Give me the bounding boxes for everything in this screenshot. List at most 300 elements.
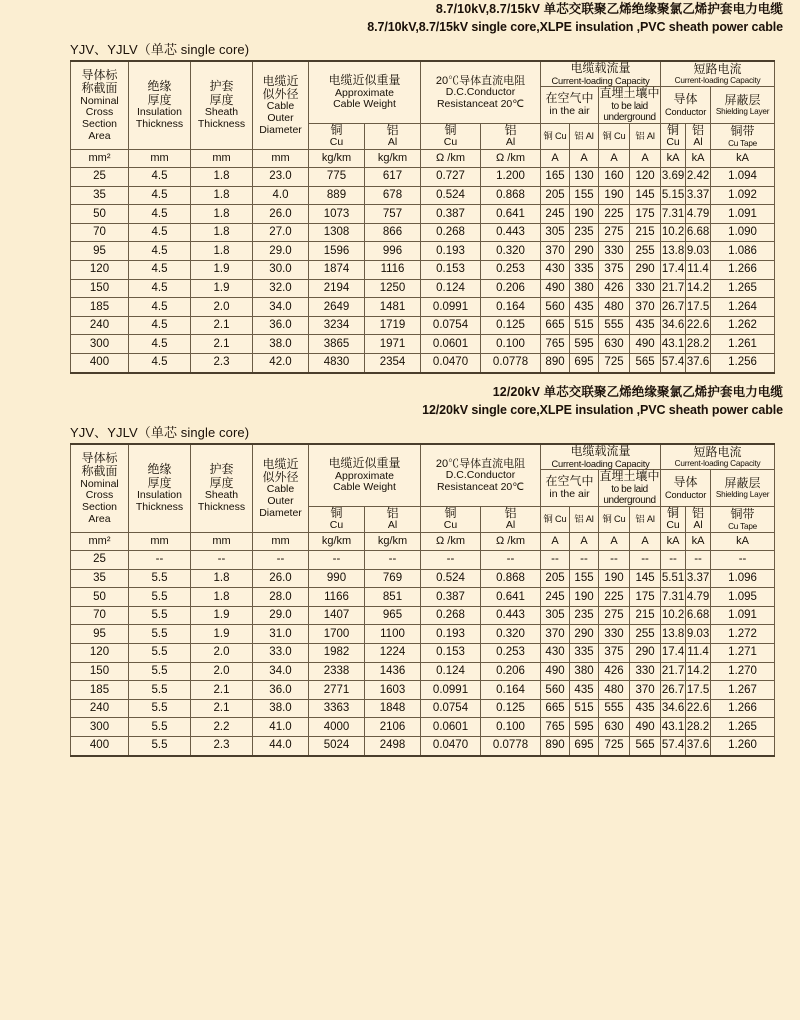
th-in-the-air: 在空气中 in the air — [541, 470, 599, 507]
table-row — [71, 662, 775, 681]
cell-r8-c1: 5.5 — [129, 699, 191, 718]
th-sc-al: 铝 Al — [686, 506, 711, 532]
cell-r1-c4: 889 — [309, 186, 365, 205]
cell-r5-c14: 1.266 — [711, 261, 775, 280]
cell-r2-c2: 1.8 — [191, 588, 253, 607]
cell-r2-c11: 175 — [630, 205, 661, 224]
th-short-circuit-current: 短路电流 Current-loading Capacity — [661, 444, 775, 469]
header-row-group-1 — [71, 61, 775, 86]
cell-r3-c3: 29.0 — [253, 606, 309, 625]
cell-r10-c9: 695 — [570, 354, 599, 373]
cell-r0-c14: -- — [711, 551, 775, 570]
cell-r4-c13: 9.03 — [686, 242, 711, 261]
cell-r2-c6: 0.387 — [421, 205, 481, 224]
cell-r0-c11: -- — [630, 551, 661, 570]
cell-r10-c1: 4.5 — [129, 354, 191, 373]
cell-r1-c9: 155 — [570, 186, 599, 205]
cell-r0-c0: 25 — [71, 551, 129, 570]
cell-r3-c7: 0.443 — [481, 606, 541, 625]
cell-r2-c2: 1.8 — [191, 205, 253, 224]
cell-r6-c5: 1436 — [365, 662, 421, 681]
cell-r8-c8: 665 — [541, 699, 570, 718]
cell-r6-c2: 1.9 — [191, 279, 253, 298]
unit-ug-al: A — [630, 533, 661, 551]
cell-r10-c0: 400 — [71, 737, 129, 756]
th-current-loading-capacity: 电缆载流量 Current-loading Capacity — [541, 444, 661, 469]
cell-r9-c4: 3865 — [309, 335, 365, 354]
cell-r0-c12: -- — [661, 551, 686, 570]
cell-r0-c14: 1.094 — [711, 168, 775, 187]
cell-r6-c4: 2338 — [309, 662, 365, 681]
cell-r10-c0: 400 — [71, 354, 129, 373]
cell-r4-c12: 13.8 — [661, 242, 686, 261]
th-sc-shielding-layer: 屏蔽层 Shielding Layer — [711, 87, 775, 124]
cell-r8-c3: 38.0 — [253, 699, 309, 718]
cell-r7-c1: 4.5 — [129, 298, 191, 317]
cell-r9-c7: 0.100 — [481, 718, 541, 737]
cell-r0-c4: -- — [309, 551, 365, 570]
cell-r3-c14: 1.091 — [711, 606, 775, 625]
cell-r8-c0: 240 — [71, 699, 129, 718]
block-1-titles — [0, 0, 800, 36]
cell-r7-c5: 1481 — [365, 298, 421, 317]
cell-r3-c1: 4.5 — [129, 223, 191, 242]
cell-r10-c10: 725 — [599, 354, 630, 373]
cell-r1-c1: 4.5 — [129, 186, 191, 205]
cell-r0-c10: 160 — [599, 168, 630, 187]
table-row — [71, 261, 775, 280]
cell-r3-c11: 215 — [630, 223, 661, 242]
cell-r7-c6: 0.0991 — [421, 298, 481, 317]
cell-r2-c12: 7.31 — [661, 205, 686, 224]
cell-r6-c9: 380 — [570, 279, 599, 298]
table-1-units-row — [71, 150, 775, 168]
unit-weight-al: kg/km — [365, 150, 421, 168]
unit-res-al: Ω /km — [481, 150, 541, 168]
cell-r10-c10: 725 — [599, 737, 630, 756]
cell-r7-c3: 34.0 — [253, 298, 309, 317]
cell-r6-c14: 1.270 — [711, 662, 775, 681]
cell-r3-c8: 305 — [541, 223, 570, 242]
table-row — [71, 718, 775, 737]
cell-r8-c11: 435 — [630, 316, 661, 335]
cell-r7-c5: 1603 — [365, 681, 421, 700]
cell-r9-c3: 41.0 — [253, 718, 309, 737]
cell-r3-c6: 0.268 — [421, 223, 481, 242]
cell-r5-c3: 33.0 — [253, 644, 309, 663]
cell-r10-c8: 890 — [541, 737, 570, 756]
cell-r9-c13: 28.2 — [686, 335, 711, 354]
cell-r0-c8: -- — [541, 551, 570, 570]
cell-r10-c12: 57.4 — [661, 737, 686, 756]
cell-r2-c14: 1.091 — [711, 205, 775, 224]
cell-r8-c2: 2.1 — [191, 316, 253, 335]
cell-r5-c9: 335 — [570, 261, 599, 280]
cell-r3-c9: 235 — [570, 223, 599, 242]
header-row-group-1 — [71, 444, 775, 469]
table-1-header — [71, 61, 775, 167]
cell-r9-c12: 43.1 — [661, 335, 686, 354]
cell-r5-c5: 1224 — [365, 644, 421, 663]
cell-r2-c13: 4.79 — [686, 588, 711, 607]
cell-r8-c7: 0.125 — [481, 699, 541, 718]
cell-r9-c10: 630 — [599, 718, 630, 737]
cell-r8-c6: 0.0754 — [421, 699, 481, 718]
cell-r2-c7: 0.641 — [481, 205, 541, 224]
cell-r9-c1: 4.5 — [129, 335, 191, 354]
cell-r0-c2: -- — [191, 551, 253, 570]
cell-r9-c9: 595 — [570, 335, 599, 354]
cell-r6-c1: 5.5 — [129, 662, 191, 681]
cell-r9-c5: 1971 — [365, 335, 421, 354]
cell-r1-c14: 1.096 — [711, 569, 775, 588]
unit-weight-al: kg/km — [365, 533, 421, 551]
cell-r4-c6: 0.193 — [421, 242, 481, 261]
cell-r7-c4: 2649 — [309, 298, 365, 317]
table-row — [71, 625, 775, 644]
th-sheath-thickness: 护套 厚度 Sheath Thickness — [191, 61, 253, 149]
cell-r3-c4: 1407 — [309, 606, 365, 625]
cell-r7-c9: 435 — [570, 298, 599, 317]
th-dc-conductor-resistance: 20℃导体直流电阻 D.C.Conductor Resistanceat 20℃ — [421, 61, 541, 123]
cell-r10-c4: 4830 — [309, 354, 365, 373]
unit-ug-cu: A — [599, 150, 630, 168]
cell-r5-c8: 430 — [541, 261, 570, 280]
unit-area: mm² — [71, 150, 129, 168]
cell-r8-c13: 22.6 — [686, 316, 711, 335]
table-row — [71, 737, 775, 756]
cell-r4-c7: 0.320 — [481, 242, 541, 261]
cell-r7-c0: 185 — [71, 298, 129, 317]
th-cable-outer-diameter: 电缆近 似外径 Cable Outer Diameter — [253, 444, 309, 532]
th-sc-cu: 铜 Cu — [661, 506, 686, 532]
cell-r2-c14: 1.095 — [711, 588, 775, 607]
cell-r8-c5: 1848 — [365, 699, 421, 718]
cell-r1-c2: 1.8 — [191, 186, 253, 205]
unit-diameter: mm — [253, 533, 309, 551]
cell-r4-c0: 95 — [71, 242, 129, 261]
th-sc-shielding-layer: 屏蔽层 Shielding Layer — [711, 470, 775, 507]
cell-r9-c10: 630 — [599, 335, 630, 354]
unit-sc-al: kA — [686, 150, 711, 168]
unit-diameter: mm — [253, 150, 309, 168]
cell-r5-c14: 1.271 — [711, 644, 775, 663]
cell-r6-c6: 0.124 — [421, 279, 481, 298]
cell-r0-c1: -- — [129, 551, 191, 570]
cell-r5-c3: 30.0 — [253, 261, 309, 280]
cell-r9-c0: 300 — [71, 718, 129, 737]
cell-r6-c1: 4.5 — [129, 279, 191, 298]
cell-r5-c1: 4.5 — [129, 261, 191, 280]
cell-r8-c4: 3363 — [309, 699, 365, 718]
unit-res-al: Ω /km — [481, 533, 541, 551]
cell-r5-c13: 11.4 — [686, 261, 711, 280]
cell-r0-c6: -- — [421, 551, 481, 570]
cell-r0-c0: 25 — [71, 168, 129, 187]
cell-r6-c2: 2.0 — [191, 662, 253, 681]
cell-r1-c5: 769 — [365, 569, 421, 588]
cell-r5-c9: 335 — [570, 644, 599, 663]
unit-air-al: A — [570, 533, 599, 551]
cell-r10-c7: 0.0778 — [481, 354, 541, 373]
cell-r2-c13: 4.79 — [686, 205, 711, 224]
table-row — [71, 279, 775, 298]
cell-r5-c0: 120 — [71, 644, 129, 663]
cell-r5-c4: 1874 — [309, 261, 365, 280]
th-weight-al: 铝 Al — [365, 506, 421, 532]
cell-r7-c1: 5.5 — [129, 681, 191, 700]
table-row — [71, 186, 775, 205]
cell-r1-c7: 0.868 — [481, 569, 541, 588]
cell-r8-c2: 2.1 — [191, 699, 253, 718]
cell-r1-c12: 5.51 — [661, 569, 686, 588]
cell-r2-c3: 26.0 — [253, 205, 309, 224]
th-weight-cu: 铜 Cu — [309, 123, 365, 149]
cell-r5-c10: 375 — [599, 261, 630, 280]
cell-r7-c11: 370 — [630, 298, 661, 317]
cell-r4-c8: 370 — [541, 242, 570, 261]
cell-r0-c2: 1.8 — [191, 168, 253, 187]
cell-r0-c4: 775 — [309, 168, 365, 187]
th-air-al: 铝 Al — [570, 506, 599, 532]
cell-r4-c2: 1.9 — [191, 625, 253, 644]
table-2-body — [71, 551, 775, 756]
cell-r6-c10: 426 — [599, 662, 630, 681]
cell-r2-c1: 4.5 — [129, 205, 191, 224]
cell-r8-c0: 240 — [71, 316, 129, 335]
cell-r9-c3: 38.0 — [253, 335, 309, 354]
cell-r9-c6: 0.0601 — [421, 718, 481, 737]
th-nominal-cross-section: 导体标 称截面 Nominal Cross Section Area — [71, 61, 129, 149]
table-row — [71, 551, 775, 570]
cell-r10-c3: 44.0 — [253, 737, 309, 756]
cell-r3-c8: 305 — [541, 606, 570, 625]
table-row — [71, 681, 775, 700]
cell-r3-c10: 275 — [599, 223, 630, 242]
cell-r1-c1: 5.5 — [129, 569, 191, 588]
unit-sheath: mm — [191, 150, 253, 168]
cell-r7-c2: 2.1 — [191, 681, 253, 700]
cell-r6-c3: 34.0 — [253, 662, 309, 681]
table-row — [71, 699, 775, 718]
cell-r10-c13: 37.6 — [686, 354, 711, 373]
cell-r10-c14: 1.256 — [711, 354, 775, 373]
cell-r3-c11: 215 — [630, 606, 661, 625]
cell-r6-c7: 0.206 — [481, 662, 541, 681]
cell-r6-c3: 32.0 — [253, 279, 309, 298]
cable-spec-table-2 — [70, 443, 775, 756]
th-approximate-cable-weight: 电缆近似重量 Approximate Cable Weight — [309, 444, 421, 506]
cell-r9-c0: 300 — [71, 335, 129, 354]
cell-r4-c14: 1.086 — [711, 242, 775, 261]
th-weight-cu: 铜 Cu — [309, 506, 365, 532]
th-laid-underground: 直埋土壤中 to be laid underground — [599, 86, 660, 123]
cell-r2-c1: 5.5 — [129, 588, 191, 607]
cell-r10-c4: 5024 — [309, 737, 365, 756]
cell-r1-c8: 205 — [541, 569, 570, 588]
table-row — [71, 644, 775, 663]
cell-r6-c13: 14.2 — [686, 662, 711, 681]
cell-r1-c5: 678 — [365, 186, 421, 205]
cell-r4-c10: 330 — [599, 242, 630, 261]
cell-r7-c8: 560 — [541, 681, 570, 700]
cell-r0-c8: 165 — [541, 168, 570, 187]
block-2-titles — [0, 383, 800, 419]
cell-r2-c9: 190 — [570, 205, 599, 224]
cell-r6-c7: 0.206 — [481, 279, 541, 298]
cell-r5-c11: 290 — [630, 261, 661, 280]
cell-r4-c9: 290 — [570, 625, 599, 644]
cell-r2-c10: 225 — [599, 588, 630, 607]
cell-r5-c4: 1982 — [309, 644, 365, 663]
cell-r5-c10: 375 — [599, 644, 630, 663]
cell-r0-c7: -- — [481, 551, 541, 570]
cell-r5-c2: 1.9 — [191, 261, 253, 280]
cell-r8-c1: 4.5 — [129, 316, 191, 335]
table-row — [71, 588, 775, 607]
cell-r0-c11: 120 — [630, 168, 661, 187]
cell-r6-c12: 21.7 — [661, 662, 686, 681]
cell-r2-c5: 757 — [365, 205, 421, 224]
cell-r7-c8: 560 — [541, 298, 570, 317]
cell-r0-c13: 2.42 — [686, 168, 711, 187]
cell-r9-c9: 595 — [570, 718, 599, 737]
cell-r8-c4: 3234 — [309, 316, 365, 335]
cell-r2-c7: 0.641 — [481, 588, 541, 607]
cell-r1-c9: 155 — [570, 569, 599, 588]
cell-r3-c13: 6.68 — [686, 606, 711, 625]
cell-r8-c12: 34.6 — [661, 316, 686, 335]
cell-r0-c3: -- — [253, 551, 309, 570]
th-resistance-cu: 铜 Cu — [421, 123, 481, 149]
cell-r10-c3: 42.0 — [253, 354, 309, 373]
th-short-circuit-current: 短路电流 Current-loading Capacity — [661, 61, 775, 86]
cell-r6-c12: 21.7 — [661, 279, 686, 298]
cell-r7-c0: 185 — [71, 681, 129, 700]
cell-r8-c10: 555 — [599, 699, 630, 718]
cell-r3-c1: 5.5 — [129, 606, 191, 625]
cell-r6-c6: 0.124 — [421, 662, 481, 681]
cell-r3-c4: 1308 — [309, 223, 365, 242]
cell-r7-c3: 36.0 — [253, 681, 309, 700]
cell-r1-c7: 0.868 — [481, 186, 541, 205]
cell-r6-c5: 1250 — [365, 279, 421, 298]
cell-r4-c9: 290 — [570, 242, 599, 261]
cell-r3-c0: 70 — [71, 223, 129, 242]
cell-r9-c2: 2.2 — [191, 718, 253, 737]
cell-r6-c14: 1.265 — [711, 279, 775, 298]
table-row — [71, 606, 775, 625]
cell-r5-c12: 17.4 — [661, 644, 686, 663]
cell-r2-c11: 175 — [630, 588, 661, 607]
unit-weight-cu: kg/km — [309, 533, 365, 551]
cell-r8-c5: 1719 — [365, 316, 421, 335]
cell-r7-c7: 0.164 — [481, 298, 541, 317]
table-row — [71, 298, 775, 317]
cell-r3-c10: 275 — [599, 606, 630, 625]
cell-r4-c13: 9.03 — [686, 625, 711, 644]
cable-spec-block-1 — [0, 0, 800, 374]
cell-r5-c1: 5.5 — [129, 644, 191, 663]
cell-r4-c1: 4.5 — [129, 242, 191, 261]
cell-r7-c9: 435 — [570, 681, 599, 700]
cell-r8-c11: 435 — [630, 699, 661, 718]
cell-r10-c9: 695 — [570, 737, 599, 756]
cell-r7-c10: 480 — [599, 681, 630, 700]
cell-r8-c10: 555 — [599, 316, 630, 335]
cell-r1-c3: 26.0 — [253, 569, 309, 588]
cell-r3-c9: 235 — [570, 606, 599, 625]
cell-r6-c0: 150 — [71, 662, 129, 681]
unit-air-cu: A — [541, 533, 570, 551]
th-approximate-cable-weight: 电缆近似重量 Approximate Cable Weight — [309, 61, 421, 123]
cell-r9-c6: 0.0601 — [421, 335, 481, 354]
cell-r3-c12: 10.2 — [661, 223, 686, 242]
table-row — [71, 168, 775, 187]
th-ug-al: 铝 Al — [630, 506, 661, 532]
cell-r2-c3: 28.0 — [253, 588, 309, 607]
cell-r4-c2: 1.8 — [191, 242, 253, 261]
th-sc-cu-tape: 铜带 Cu Tape — [711, 123, 775, 149]
cell-r9-c7: 0.100 — [481, 335, 541, 354]
cell-r5-c6: 0.153 — [421, 261, 481, 280]
cell-r10-c1: 5.5 — [129, 737, 191, 756]
cell-r9-c14: 1.261 — [711, 335, 775, 354]
cell-r10-c12: 57.4 — [661, 354, 686, 373]
cell-r1-c12: 5.15 — [661, 186, 686, 205]
cell-r7-c10: 480 — [599, 298, 630, 317]
cell-r5-c7: 0.253 — [481, 644, 541, 663]
cell-r7-c14: 1.264 — [711, 298, 775, 317]
block-1-title-en: 8.7/10kV,8.7/15kV single core,XLPE insulation ,PVC sheath power cable — [367, 20, 783, 35]
th-nominal-cross-section: 导体标 称截面 Nominal Cross Section Area — [71, 444, 129, 532]
th-cable-outer-diameter: 电缆近 似外径 Cable Outer Diameter — [253, 61, 309, 149]
cell-r10-c5: 2354 — [365, 354, 421, 373]
cell-r5-c6: 0.153 — [421, 644, 481, 663]
cell-r0-c6: 0.727 — [421, 168, 481, 187]
cable-spec-block-2 — [0, 383, 800, 757]
cell-r10-c6: 0.0470 — [421, 737, 481, 756]
table-row — [71, 223, 775, 242]
cell-r6-c9: 380 — [570, 662, 599, 681]
th-sheath-thickness: 护套 厚度 Sheath Thickness — [191, 444, 253, 532]
cell-r1-c11: 145 — [630, 186, 661, 205]
unit-res-cu: Ω /km — [421, 150, 481, 168]
cell-r1-c11: 145 — [630, 569, 661, 588]
cell-r2-c0: 50 — [71, 588, 129, 607]
cell-r1-c6: 0.524 — [421, 186, 481, 205]
cell-r4-c4: 1700 — [309, 625, 365, 644]
cell-r2-c0: 50 — [71, 205, 129, 224]
block-2-title-cn: 12/20kV 单芯交联聚乙烯绝缘聚氯乙烯护套电力电缆 — [492, 385, 783, 399]
cell-r8-c6: 0.0754 — [421, 316, 481, 335]
cell-r1-c6: 0.524 — [421, 569, 481, 588]
cell-r9-c13: 28.2 — [686, 718, 711, 737]
cell-r8-c13: 22.6 — [686, 699, 711, 718]
cell-r5-c0: 120 — [71, 261, 129, 280]
cell-r4-c11: 255 — [630, 242, 661, 261]
cell-r4-c11: 255 — [630, 625, 661, 644]
th-air-cu: 铜 Cu — [541, 123, 570, 149]
cell-r6-c11: 330 — [630, 279, 661, 298]
th-sc-cu: 铜 Cu — [661, 123, 686, 149]
cell-r7-c7: 0.164 — [481, 681, 541, 700]
th-laid-underground: 直埋土壤中 to be laid underground — [599, 469, 660, 506]
cell-r3-c0: 70 — [71, 606, 129, 625]
cell-r2-c4: 1073 — [309, 205, 365, 224]
cell-r1-c0: 35 — [71, 186, 129, 205]
cell-r4-c12: 13.8 — [661, 625, 686, 644]
